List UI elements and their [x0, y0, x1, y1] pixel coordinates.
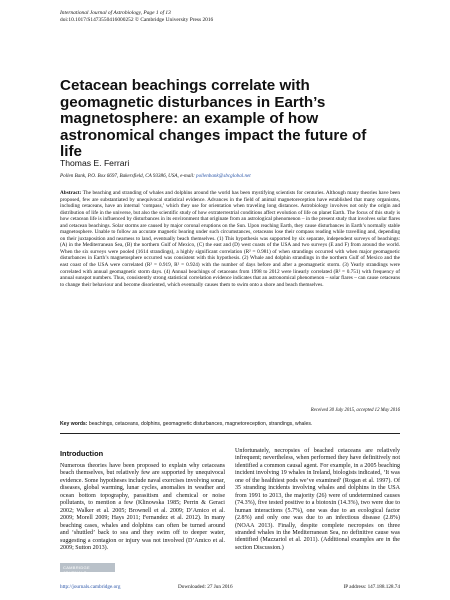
keywords-label: Key words: — [60, 421, 88, 427]
introduction-heading: Introduction — [60, 449, 104, 458]
doi-line: doi:10.1017/S1473550416000252 © Cambridge University Press 2016 — [60, 17, 214, 23]
paragraph: Unfortunately, necropsies of beached cetaceans are relatively infrequent; nevertheless, when performed they have definitively not identified a common causal agent. For example, in a 2005 beaching incident involving 19 whales in Ireland, biologists indicated, ‘It was one of the healthiest pods we’ve examined’ (Rogan et al. 1997). Of 35 stranding incidents involving whales and dolphins in the USA from 1991 to 2013, the majority (26) were of undetermined causes (74.3%), five tested positive to a biotoxin (14.3%), two were due to human interactions (5.7%), one was due to an ecological factor (2.8%) and only one was due to an infectious disease (2.8%) (NOAA 2013). Finally, despite complete necropsies on three stranded whales in the Mediterranean Sea, no definitive cause was identified (Mazzariol et al. 2011). (Additional examples are in the section Discussion.) — [235, 448, 400, 551]
download-date: Downloaded: 27 Jun 2016 — [178, 584, 233, 590]
email-link[interactable]: pollenbank@sbcglobal.net — [196, 173, 251, 179]
paragraph: Numerous theories have been proposed to explain why cetaceans beach themselves, but relatively few are supported by unequivocal evidence. Some hypotheses include naval exercises involving sonar, diseases, global warming, lunar cycles, anomalies in weather and ocean bottom topography, parasitism and chemical or noise pollutants, to mention a few (Klinowska 1985; Perrin & Geraci 2002; Walker et al. 2005; Brownell et al. 2009; D’Amico et al. 2009; Morell 2009; Hays 2011; Fernandez et al. 2012). In many beaching cases, whales and dolphins can often be turned around and ‘shuttled’ back to sea and they swim off to deeper water, suggesting a contagion or injury was not involved (D’Amico et al. 2009; Sutton 2013). — [60, 463, 225, 551]
received-dates: Received 30 July 2015, accepted 12 May 2016 — [310, 408, 400, 413]
journal-url-link[interactable]: http://journals.cambridge.org — [60, 584, 121, 590]
abstract — [60, 190, 400, 288]
body-column-right — [235, 448, 400, 552]
ip-address: IP address: 147.188.128.74 — [343, 584, 400, 590]
journal-header — [60, 10, 400, 24]
paper-title: Cetacean beachings correlate with geomagnetic disturbances in Earth’s magnetosphere: an example of how astronomical changes impact the future of life — [60, 77, 367, 160]
logo-text: CAMBRIDGE JOURNALS — [63, 565, 90, 575]
cambridge-journals-logo — [60, 563, 115, 575]
author-name: Thomas E. Ferrari — [60, 158, 130, 168]
journal-line: International Journal of Astrobiology, Page 1 of 13 — [60, 10, 171, 16]
abstract-text: The beaching and stranding of whales and dolphins around the world has been mystifying scientists for centuries. Although many theories have been proposed, few are substantiated by unequivocal statistical evidence. Advances in the field of animal magnetoreception have established that many organisms, including cetaceans, have an internal ‘compass,’ which they use for orientation when traveling long distances. Astrobiology involves not only the origin and distribution of life in the universe, but also the scientific study of how extraterrestrial conditions affect evolution of life on planet Earth. The focus of this study is how cetacean life is influenced by disturbances in its environment that originate from an astrological phenomenon – in the present study that involves solar flares and cetacean beachings. Solar storms are caused by major coronal eruptions on the Sun. Upon reaching Earth, they cause disturbances in Earth’s normally stable magnetosphere. Unable to follow an accurate magnetic bearing under such circumstances, cetaceans lose their compass reading while travelling and, depending on their juxtaposition and nearness to land, eventually beach themselves. (1) This hypothesis was supported by six separate, independent surveys of beachings: (A) in the Mediterranean Sea, (B) the northern Gulf of Mexico, (C) the east and (D) west coasts of the USA and two surveys (E and F) from around the world. When the six surveys were pooled (1614 strandings), a highly significant correlation (R² = 0.981) of when strandings occurred with when major geomagnetic disturbances in Earth’s magnetosphere occurred was consistent with this hypothesis. (2) Whale and dolphin strandings in the northern Gulf of Mexico and the east coast of the USA were correlated (R² = 0.919, R² = 0.924) with the number of days before and after a geomagnetic storm. (3) Yearly strandings were correlated with annual geomagnetic storm days. (4) Annual beachings of cetaceans from 1998 to 2012 were linearly correlated (R² = 0.751) with frequency of annual sunspot numbers. Thus, consistently strong statistical correlation evidence indicates that an astronomical phenomenon – solar flares – can cause cetaceans to change their behaviour and become disoriented, which eventually causes them to swim onto a shore and beach themselves. — [60, 190, 401, 288]
affiliation-text: Pollen Bank, P.O. Box 6697, Bakersfield, CA 93386, USA, e-mail: — [60, 173, 197, 179]
affiliation — [60, 173, 400, 179]
abstract-label: Abstract: — [60, 190, 82, 196]
body-column-left — [60, 463, 225, 552]
section-divider — [60, 433, 400, 434]
keywords — [60, 421, 400, 427]
keywords-text: beachings, cetaceans, dolphins, geomagnetic disturbances, magnetoreception, strandings, whales. — [88, 421, 313, 427]
